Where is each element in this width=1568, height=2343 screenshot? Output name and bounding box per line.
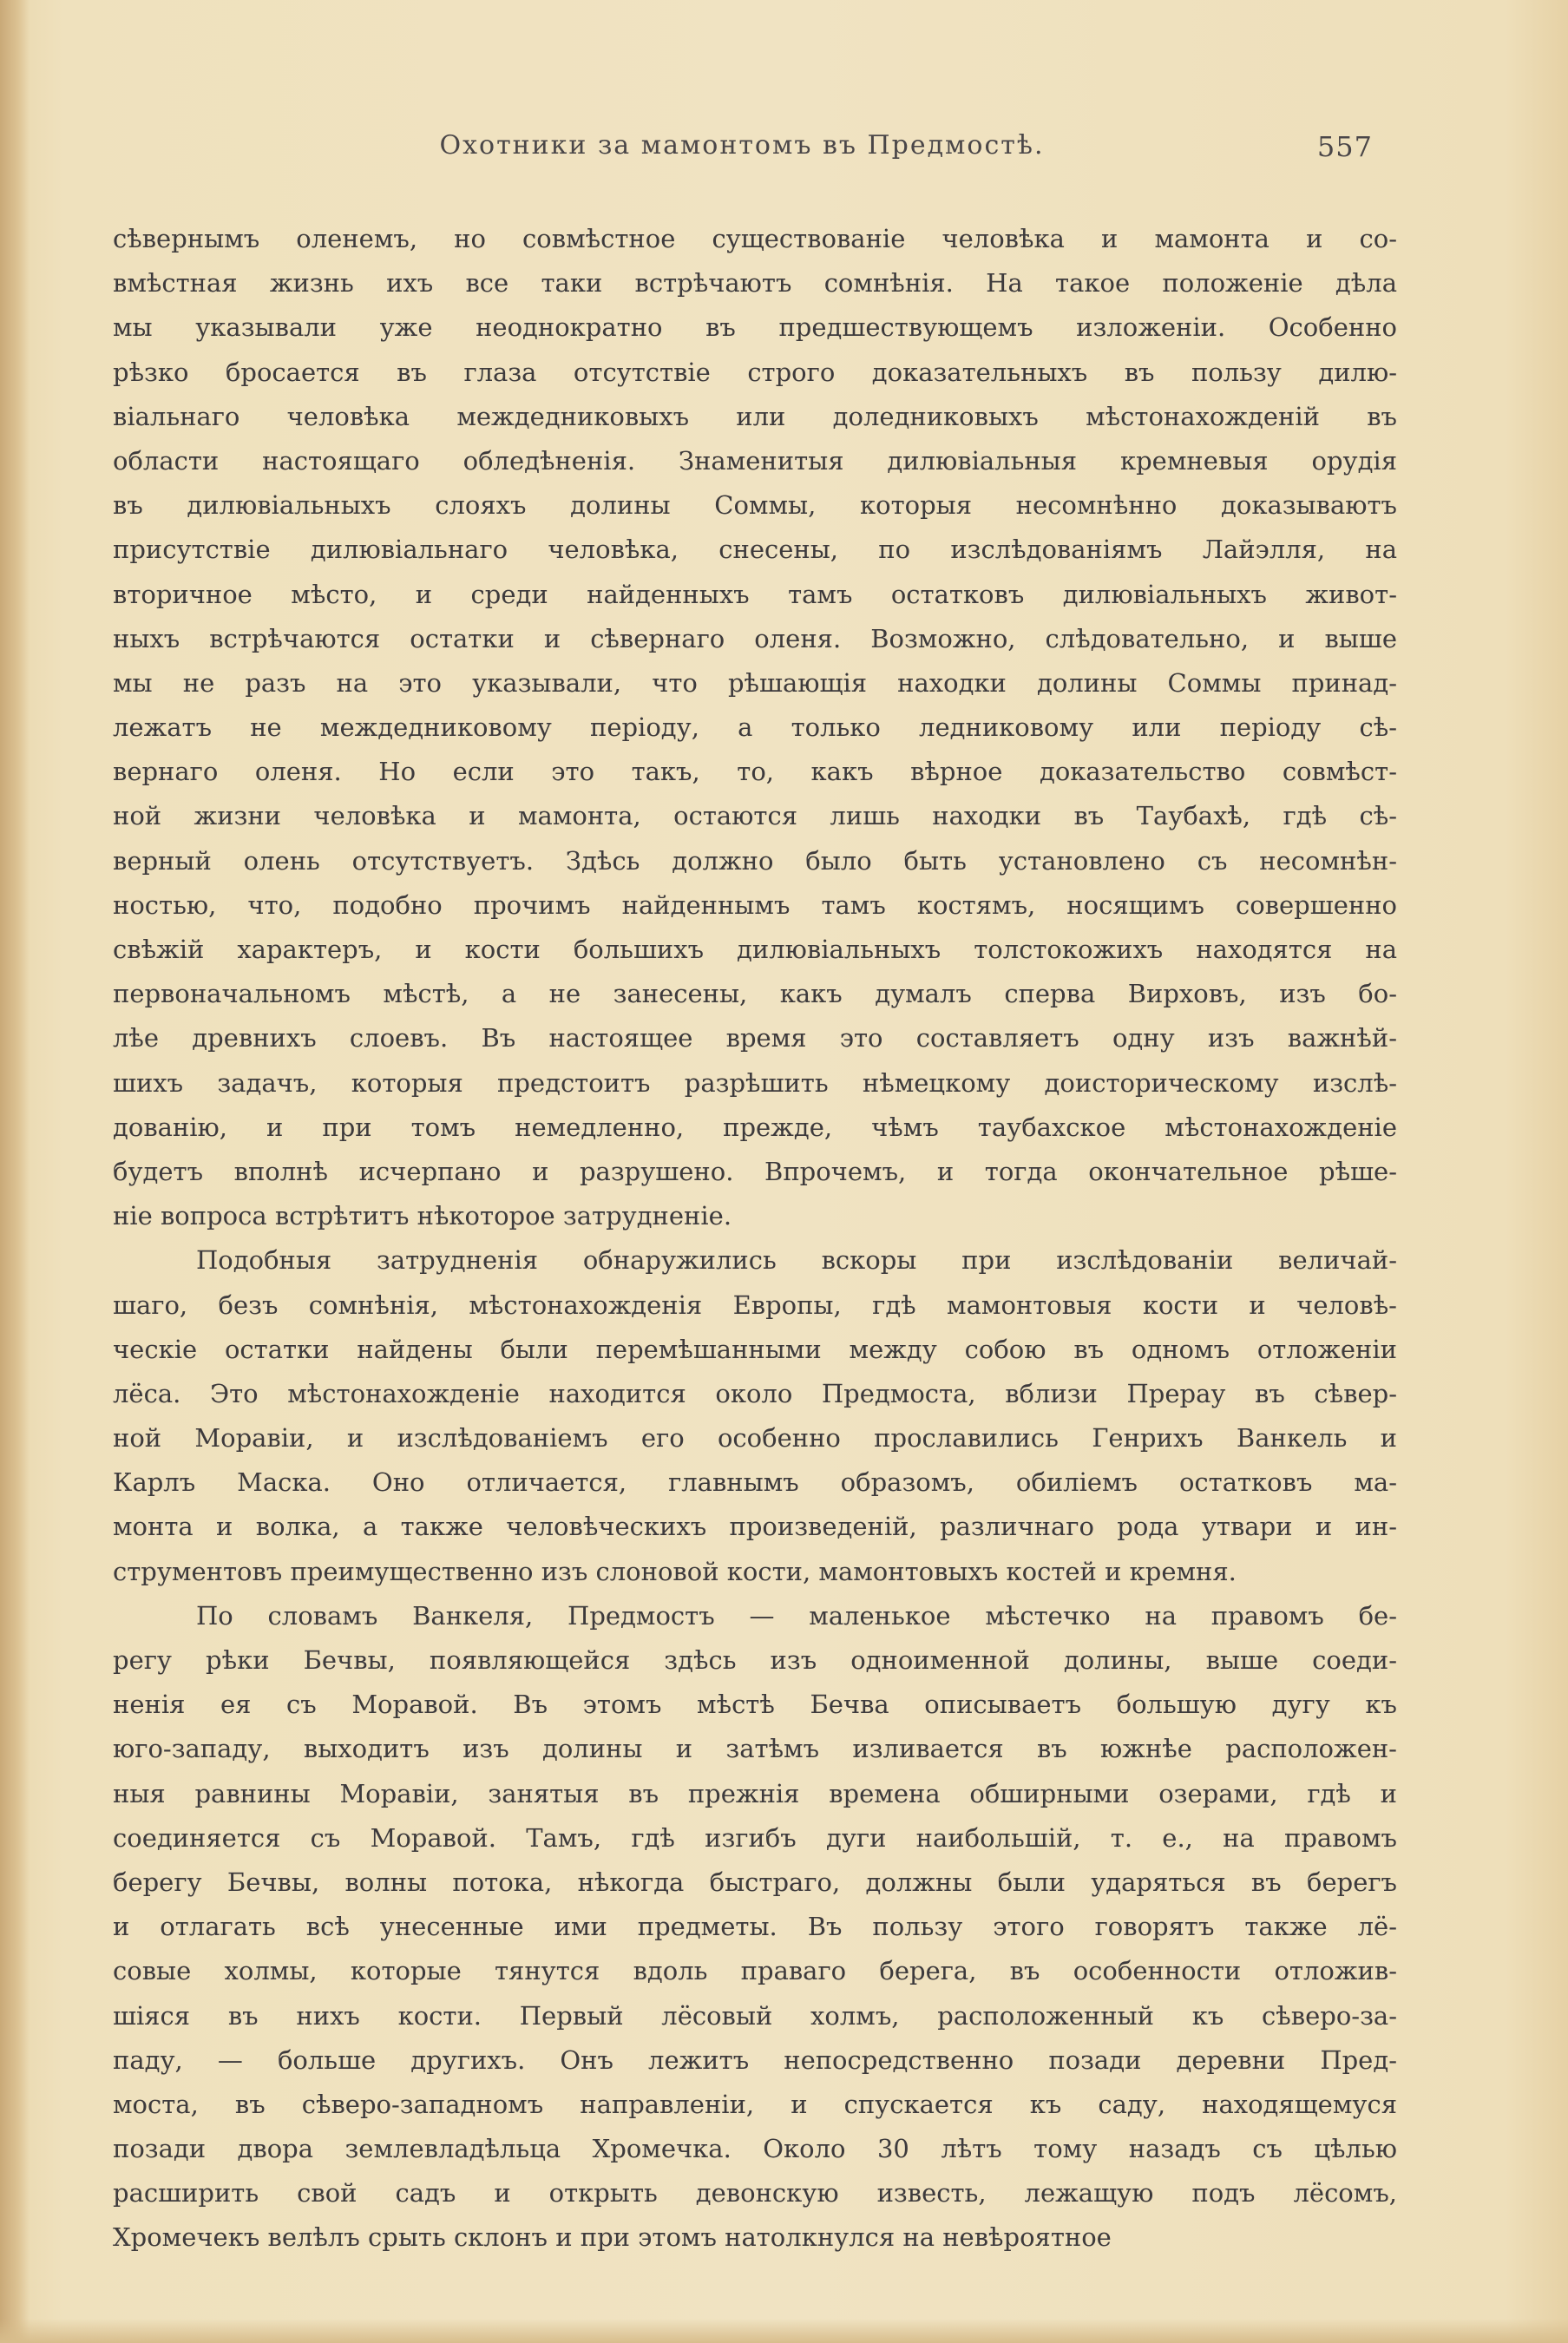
text-line: рѣзко бросается въ глаза отсутствіе строго доказательныхъ въ пользу дилю- [113, 357, 1397, 387]
text-line: ностью, что, подобно прочимъ найденнымъ тамъ костямъ, носящимъ совершенно [113, 889, 1397, 920]
text-line: ческіе остатки найдены были перемѣшанными между собою въ одномъ отложеніи [113, 1334, 1397, 1364]
text-line: ныя равнины Моравіи, занятыя въ прежнія времена обширными озерами, гдѣ и [113, 1778, 1397, 1808]
text-line: регу рѣки Бечвы, появляющейся здѣсь изъ одноименной долины, выше соеди- [113, 1645, 1397, 1675]
text-line: шіяся въ нихъ кости. Первый лёсовый холмъ, расположенный къ сѣверо-за- [113, 2000, 1397, 2031]
text-line: віальнаго человѣка междедниковыхъ или доледниковыхъ мѣстонахожденій въ [113, 401, 1397, 431]
page-edge-shadow-bottom [0, 2319, 1568, 2343]
text-line: По словамъ Ванкеля, Предмостъ — маленькое мѣстечко на правомъ бе- [196, 1600, 1397, 1631]
text-line: берегу Бечвы, волны потока, нѣкогда быстраго, должны были ударяться въ берегъ [113, 1867, 1397, 1897]
text-line: ныхъ встрѣчаются остатки и сѣвернаго оленя. Возможно, слѣдовательно, и выше [113, 623, 1397, 653]
body-text [113, 217, 1397, 2261]
page-number: 557 [1316, 130, 1373, 163]
text-line: верный олень отсутствуетъ. Здѣсь должно было быть установлено съ несомнѣн- [113, 845, 1397, 876]
text-line: въ дилювіальныхъ слояхъ долины Соммы, которыя несомнѣнно доказываютъ [113, 490, 1397, 521]
text-line: вмѣстная жизнь ихъ все таки встрѣчаютъ сомнѣнія. На такое положеніе дѣла [113, 268, 1397, 299]
text-line: будетъ вполнѣ исчерпано и разрушено. Впрочемъ, и тогда окончательное рѣше- [113, 1156, 1397, 1186]
text-line: струментовъ преимущественно изъ слоновой кости, мамонтовыхъ костей и кремня. [113, 1556, 1237, 1586]
text-line: расширить свой садъ и открыть девонскую известь, лежащую подъ лёсомъ, [113, 2178, 1397, 2208]
text-line: совые холмы, которые тянутся вдоль праваго берега, въ особенности отложив- [113, 1956, 1397, 1986]
text-line: области настоящаго обледѣненія. Знаменитыя дилювіальныя кремневыя орудія [113, 445, 1397, 476]
text-line: вторичное мѣсто, и среди найденныхъ тамъ остатковъ дилювіальныхъ живот- [113, 579, 1397, 609]
text-line: ной Моравіи, и изслѣдованіемъ его особенно прославились Генрихъ Ванкель и [113, 1423, 1397, 1454]
paragraph [113, 1238, 1397, 1594]
text-line: позади двора землевладѣльца Хромечка. Около 30 лѣтъ тому назадъ съ цѣлью [113, 2134, 1397, 2164]
text-line: ненія ея съ Моравой. Въ этомъ мѣстѣ Бечва описываетъ большую дугу къ [113, 1690, 1397, 1720]
text-line: соединяется съ Моравой. Тамъ, гдѣ изгибъ дуги наибольшій, т. е., на правомъ [113, 1822, 1397, 1853]
text-line: Подобныя затрудненія обнаружились вскоры при изслѣдованіи величай- [196, 1245, 1397, 1276]
text-line: лёса. Это мѣстонахожденіе находится около Предмоста, вблизи Прерау въ сѣвер- [113, 1378, 1397, 1408]
page-edge-shadow-left [0, 0, 30, 2343]
text-line: вернаго оленя. Но если это такъ, то, какъ вѣрное доказательство совмѣст- [113, 757, 1397, 787]
text-line: сѣвернымъ оленемъ, но совмѣстное существованіе человѣка и мамонта и со- [113, 224, 1397, 253]
text-line: свѣжій характеръ, и кости большихъ дилювіальныхъ толстокожихъ находятся на [113, 935, 1397, 964]
text-line: лѣе древнихъ слоевъ. Въ настоящее время это составляетъ одну изъ важнѣй- [113, 1023, 1397, 1053]
text-line: мы не разъ на это указывали, что рѣшающія находки долины Соммы принад- [113, 667, 1397, 698]
text-line: Хромечекъ велѣлъ срыть склонъ и при этомъ натолкнулся на невѣроятное [113, 2222, 1112, 2253]
running-title: Охотники за мамонтомъ въ Предмостѣ. [439, 130, 1045, 161]
text-line: и отлагать всѣ унесенные ими предметы. Въ пользу этого говорятъ также лё- [113, 1912, 1397, 1942]
text-line: ніе вопроса встрѣтитъ нѣкоторое затрудненіе. [113, 1201, 732, 1231]
text-line: шаго, безъ сомнѣнія, мѣстонахожденія Европы, гдѣ мамонтовыя кости и человѣ- [113, 1290, 1397, 1320]
text-line: моста, въ сѣверо-западномъ направленіи, и спускается къ саду, находящемуся [113, 2089, 1397, 2119]
text-line: лежатъ не междедниковому періоду, а только ледниковому или періоду сѣ- [113, 712, 1397, 743]
text-line: присутствіе дилювіальнаго человѣка, снесены, по изслѣдованіямъ Лайэлля, на [113, 535, 1397, 565]
text-line: юго-западу, выходитъ изъ долины и затѣмъ изливается въ южнѣе расположен- [113, 1734, 1397, 1764]
text-line: Карлъ Маска. Оно отличается, главнымъ образомъ, обиліемъ остатковъ ма- [113, 1467, 1397, 1498]
text-line: шихъ задачъ, которыя предстоитъ разрѣшить нѣмецкому доисторическому изслѣ- [113, 1067, 1397, 1098]
paragraph [113, 217, 1397, 1238]
text-line: монта и волка, а также человѣческихъ произведеній, различнаго рода утвари и ин- [113, 1512, 1397, 1542]
text-line: дованію, и при томъ немедленно, прежде, чѣмъ таубахское мѣстонахожденіе [113, 1112, 1397, 1142]
text-line: мы указывали уже неоднократно въ предшествующемъ изложеніи. Особенно [113, 312, 1397, 343]
text-line: паду, — больше другихъ. Онъ лежитъ непосредственно позади деревни Пред- [113, 2044, 1397, 2075]
text-line: первоначальномъ мѣстѣ, а не занесены, какъ думалъ сперва Вирховъ, изъ бо- [113, 979, 1397, 1009]
paragraph [113, 1594, 1397, 2261]
text-line: ной жизни человѣка и мамонта, остаются лишь находки въ Таубахѣ, гдѣ сѣ- [113, 801, 1397, 831]
